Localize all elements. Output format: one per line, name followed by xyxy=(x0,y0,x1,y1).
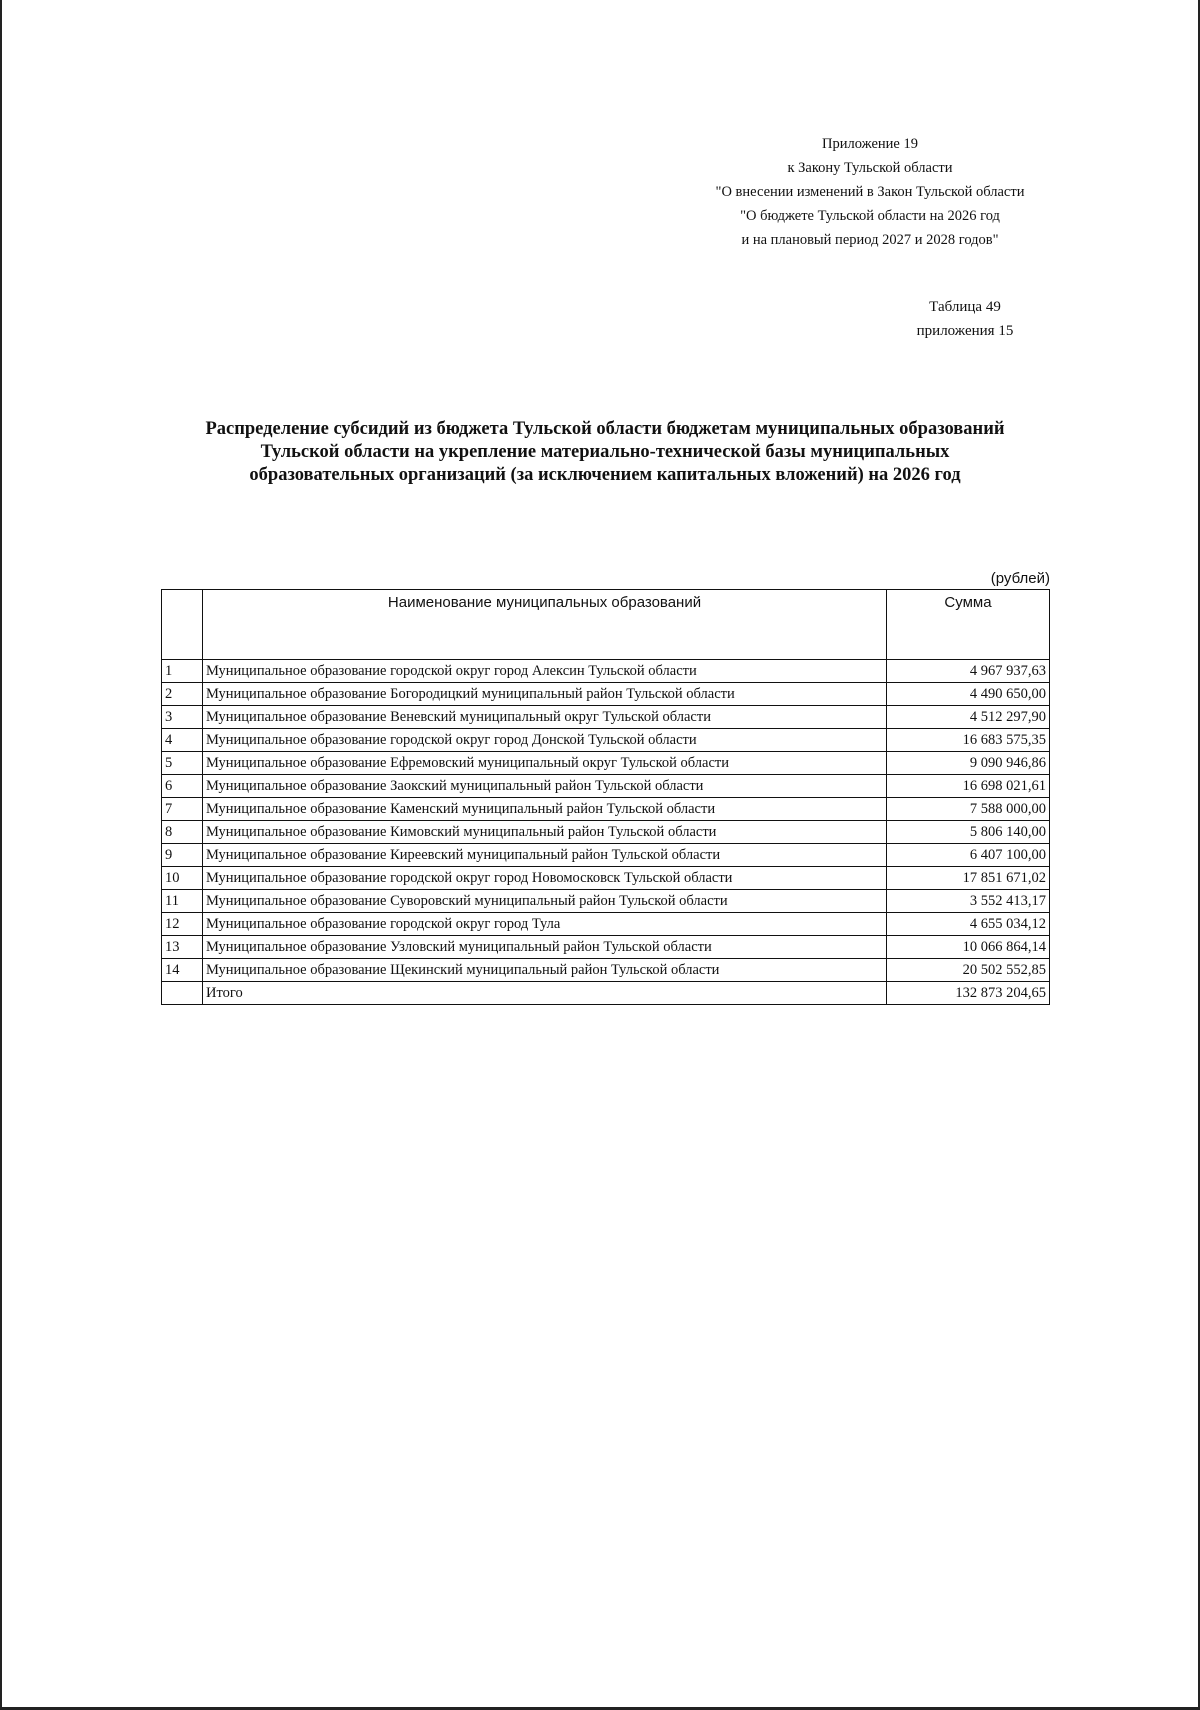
row-sum: 4 490 650,00 xyxy=(887,683,1050,706)
row-sum: 9 090 946,86 xyxy=(887,752,1050,775)
row-name: Муниципальное образование Ефремовский муниципальный округ Тульской области xyxy=(203,752,887,775)
table-reference-line: Таблица 49 xyxy=(929,299,1001,315)
row-number: 12 xyxy=(162,913,203,936)
row-sum: 10 066 864,14 xyxy=(887,936,1050,959)
row-sum: 3 552 413,17 xyxy=(887,890,1050,913)
table-body xyxy=(162,660,1050,1005)
row-sum: 4 655 034,12 xyxy=(887,913,1050,936)
document-title-line: образовательных организаций (за исключением капитальных вложений) на 2026 год xyxy=(249,465,961,485)
table-reference-line: приложения 15 xyxy=(916,323,1014,339)
header-number xyxy=(162,590,203,660)
row-name: Муниципальное образование Каменский муниципальный район Тульской области xyxy=(203,798,887,821)
table-header-row xyxy=(162,590,1050,660)
row-name: Муниципальное образование Кимовский муниципальный район Тульской области xyxy=(203,821,887,844)
total-sum: 132 873 204,65 xyxy=(887,982,1050,1005)
table-row xyxy=(162,890,1050,913)
document-title-line: Тульской области на укрепление материально-технической базы муниципальных xyxy=(260,442,950,462)
row-name: Муниципальное образование Богородицкий муниципальный район Тульской области xyxy=(203,683,887,706)
row-name: Муниципальное образование Заокский муниципальный район Тульской области xyxy=(203,775,887,798)
row-sum: 16 683 575,35 xyxy=(887,729,1050,752)
table-row xyxy=(162,775,1050,798)
row-name: Муниципальное образование городской округ город Новомосковск Тульской области xyxy=(203,867,887,890)
table-row xyxy=(162,729,1050,752)
row-number: 8 xyxy=(162,821,203,844)
units-label: (рублей) xyxy=(990,570,1050,587)
subsidy-distribution-table xyxy=(161,589,1050,1005)
row-name: Муниципальное образование Узловский муниципальный район Тульской области xyxy=(203,936,887,959)
row-number: 1 xyxy=(162,660,203,683)
row-sum: 4 967 937,63 xyxy=(887,660,1050,683)
row-name: Муниципальное образование Веневский муниципальный округ Тульской области xyxy=(203,706,887,729)
table-row xyxy=(162,798,1050,821)
document-title-line: Распределение субсидий из бюджета Тульской области бюджетам муниципальных образований xyxy=(205,419,1005,439)
row-name: Муниципальное образование Щекинский муниципальный район Тульской области xyxy=(203,959,887,982)
row-sum: 4 512 297,90 xyxy=(887,706,1050,729)
table-row xyxy=(162,752,1050,775)
appendix-header xyxy=(620,132,1120,252)
row-number: 9 xyxy=(162,844,203,867)
row-number: 3 xyxy=(162,706,203,729)
row-sum: 20 502 552,85 xyxy=(887,959,1050,982)
total-label: Итого xyxy=(203,982,887,1005)
row-sum: 7 588 000,00 xyxy=(887,798,1050,821)
row-number: 11 xyxy=(162,890,203,913)
row-number: 5 xyxy=(162,752,203,775)
document-title xyxy=(150,418,1060,487)
table-reference xyxy=(875,295,1055,343)
row-sum: 17 851 671,02 xyxy=(887,867,1050,890)
row-sum: 16 698 021,61 xyxy=(887,775,1050,798)
row-sum: 6 407 100,00 xyxy=(887,844,1050,867)
row-number: 6 xyxy=(162,775,203,798)
page-border-left xyxy=(0,0,2,1710)
table-row xyxy=(162,683,1050,706)
table-row xyxy=(162,844,1050,867)
table-row xyxy=(162,821,1050,844)
row-name: Муниципальное образование Суворовский муниципальный район Тульской области xyxy=(203,890,887,913)
appendix-header-line: к Закону Тульской области xyxy=(787,160,953,176)
row-number: 14 xyxy=(162,959,203,982)
total-number xyxy=(162,982,203,1005)
row-number: 2 xyxy=(162,683,203,706)
row-name: Муниципальное образование Киреевский муниципальный район Тульской области xyxy=(203,844,887,867)
total-row xyxy=(162,982,1050,1005)
appendix-header-line: "О бюджете Тульской области на 2026 год xyxy=(740,208,1000,224)
row-sum: 5 806 140,00 xyxy=(887,821,1050,844)
table-row xyxy=(162,867,1050,890)
table-row xyxy=(162,959,1050,982)
row-number: 10 xyxy=(162,867,203,890)
row-number: 7 xyxy=(162,798,203,821)
table-row xyxy=(162,936,1050,959)
row-number: 13 xyxy=(162,936,203,959)
header-sum: Сумма xyxy=(887,590,1050,660)
row-name: Муниципальное образование городской округ город Донской Тульской области xyxy=(203,729,887,752)
header-name: Наименование муниципальных образований xyxy=(203,590,887,660)
table-row xyxy=(162,660,1050,683)
appendix-header-line: "О внесении изменений в Закон Тульской области xyxy=(715,184,1025,200)
table-row xyxy=(162,913,1050,936)
row-name: Муниципальное образование городской округ город Тула xyxy=(203,913,887,936)
row-name: Муниципальное образование городской округ город Алексин Тульской области xyxy=(203,660,887,683)
appendix-header-line: Приложение 19 xyxy=(822,136,918,152)
table-row xyxy=(162,706,1050,729)
appendix-header-line: и на плановый период 2027 и 2028 годов" xyxy=(741,232,999,248)
row-number: 4 xyxy=(162,729,203,752)
